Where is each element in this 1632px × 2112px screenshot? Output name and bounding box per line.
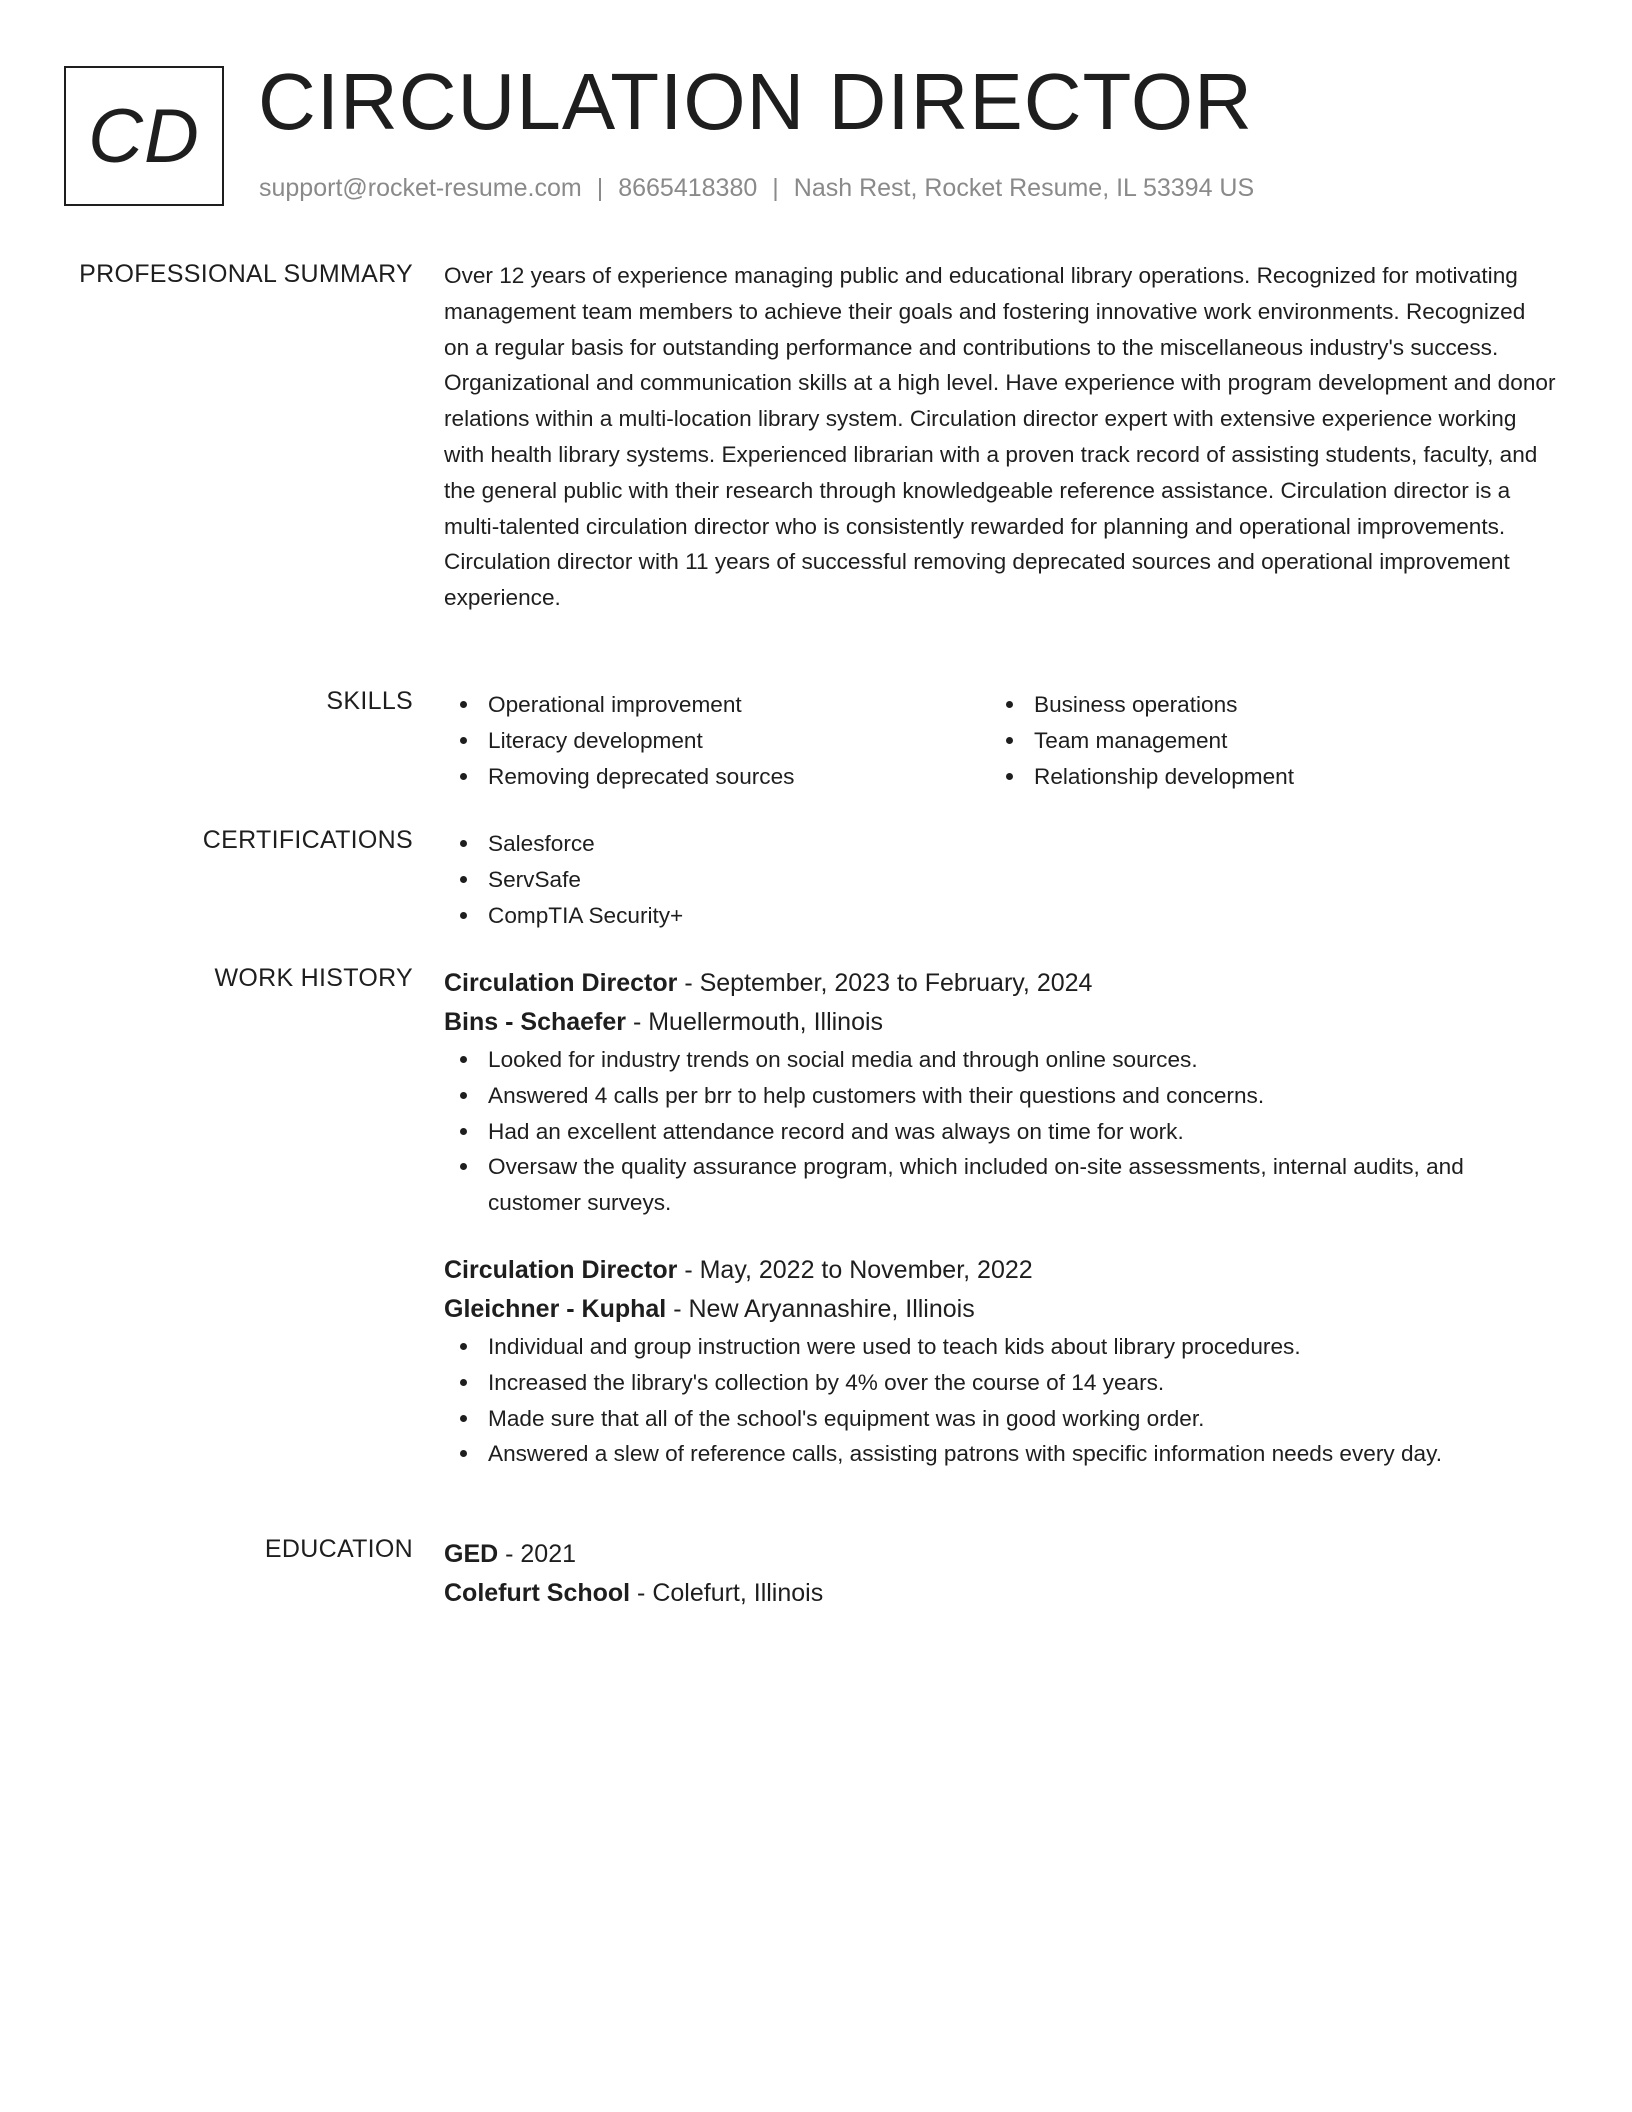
- section-heading: SKILLS: [326, 687, 413, 715]
- list-item: CompTIA Security+: [444, 898, 1556, 934]
- job-bullets: [444, 1042, 1556, 1221]
- skills-body: [444, 687, 1556, 794]
- list-item: Team management: [990, 723, 1536, 759]
- monogram-badge: CD: [64, 66, 224, 206]
- job-title-line: [444, 964, 1556, 1003]
- list-item: Answered 4 calls per brr to help customers with their questions and concerns.: [444, 1078, 1556, 1114]
- job-company-line: [444, 1290, 1556, 1329]
- section-heading: WORK HISTORY: [214, 964, 413, 992]
- work-history-body: [444, 964, 1556, 1472]
- education-year: - 2021: [498, 1540, 577, 1568]
- list-item: Salesforce: [444, 826, 1556, 862]
- list-item: Literacy development: [444, 723, 990, 759]
- contact-line: [259, 174, 1254, 203]
- skills-grid: [444, 687, 1556, 794]
- summary-text: Over 12 years of experience managing public and educational library operations. Recognized for motivating management team members to achieve their goals and fostering innovative work environments. Recognized on a regular basis for outstanding performance and contributions to the miscellaneous industry's success. Organizational and communication skills at a high level. Have experience with program development and donor relations within a multi-location library system. Circulation director expert with extensive experience working with health library systems. Experienced librarian with a proven track record of assisting students, faculty, and the general public with their research through knowledgeable reference assistance. Circulation director is a multi-talented circulation director who is consistently rewarded for planning and operational improvements. Circulation director with 11 years of successful removing deprecated sources and operational improvement experience.: [444, 263, 1556, 611]
- education-location: - Colefurt, Illinois: [630, 1579, 824, 1607]
- education-degree-line: [444, 1535, 1556, 1574]
- job-company: Gleichner - Kuphal: [444, 1294, 667, 1323]
- certifications-body: [444, 826, 1556, 933]
- list-item: Answered a slew of reference calls, assisting patrons with specific information needs every day.: [444, 1436, 1556, 1472]
- page-title: CIRCULATION DIRECTOR: [258, 57, 1253, 146]
- list-item: Individual and group instruction were used to teach kids about library procedures.: [444, 1329, 1556, 1365]
- job-title: Circulation Director: [444, 1255, 678, 1284]
- education-body: [444, 1535, 1556, 1613]
- job-company-line: [444, 1003, 1556, 1042]
- list-item: Relationship development: [990, 759, 1536, 795]
- list-item: Made sure that all of the school's equipment was in good working order.: [444, 1401, 1556, 1437]
- section-heading: CERTIFICATIONS: [202, 826, 413, 854]
- list-item: Removing deprecated sources: [444, 759, 990, 795]
- list-item: ServSafe: [444, 862, 1556, 898]
- job-dates: - May, 2022 to November, 2022: [677, 1255, 1033, 1284]
- list-item: Looked for industry trends on social media and through online sources.: [444, 1042, 1556, 1078]
- contact-separator: |: [772, 174, 779, 202]
- certifications-list: [444, 826, 1556, 933]
- job-entry: [444, 964, 1556, 1221]
- section-heading: PROFESSIONAL SUMMARY: [79, 260, 413, 288]
- skills-column-right: [990, 687, 1536, 794]
- job-bullets: [444, 1329, 1556, 1472]
- summary-body: [444, 260, 1556, 616]
- job-title: Circulation Director: [444, 969, 678, 997]
- job-title-line: [444, 1251, 1556, 1290]
- job-entry: [444, 1251, 1556, 1472]
- contact-separator: |: [596, 174, 604, 202]
- education-school: Colefurt School: [444, 1579, 631, 1607]
- education-school-line: [444, 1574, 1556, 1613]
- skills-column-left: [444, 687, 990, 794]
- section-heading: EDUCATION: [264, 1535, 413, 1563]
- list-item: Business operations: [990, 687, 1536, 723]
- job-location: - Muellermouth, Illinois: [626, 1008, 884, 1036]
- contact-email: support@rocket-resume.com: [259, 174, 582, 202]
- job-dates: - September, 2023 to February, 2024: [677, 969, 1093, 997]
- education-degree: GED: [444, 1540, 499, 1568]
- job-company: Bins - Schaefer: [444, 1008, 627, 1036]
- job-location: - New Aryannashire, Illinois: [666, 1294, 975, 1323]
- list-item: Oversaw the quality assurance program, which included on-site assessments, internal audits, and customer surveys.: [444, 1149, 1556, 1221]
- list-item: Increased the library's collection by 4% over the course of 14 years.: [444, 1365, 1556, 1401]
- list-item: Operational improvement: [444, 687, 990, 723]
- list-item: Had an excellent attendance record and was always on time for work.: [444, 1114, 1556, 1150]
- contact-phone: 8665418380: [618, 174, 758, 202]
- contact-address: Nash Rest, Rocket Resume, IL 53394 US: [793, 174, 1255, 202]
